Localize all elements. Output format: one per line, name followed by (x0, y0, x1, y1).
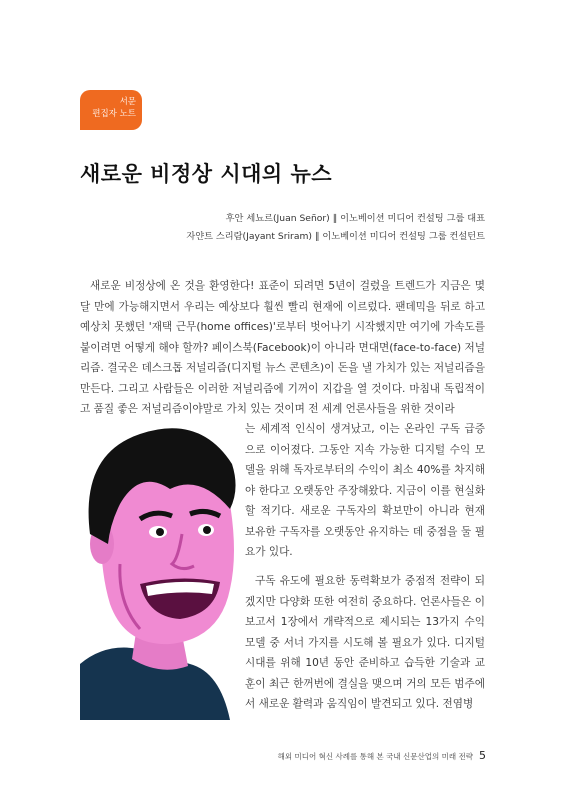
paragraph-subscription: 구독 유도에 필요한 동력확보가 중점적 전략이 되겠지만 다양화 또한 여전히 중요하다. 언론사들은 이 보고서 1장에서 개략적으로 제시되는 13가지 수익 모델 중 서너 가지를 시도해 볼 필요가 있다. 디지털 시대를 위해 10년 동안 준비하고 습득한 기술과 교훈이 최근 한꺼번에 결실을 맺으며 거의 모든 범주에서 새로운 활력과 움직임이 발견되고 있다. 전염병 (245, 575, 485, 710)
paragraph-intro: 새로운 비정상에 온 것을 환영한다! 표준이 되려면 5년이 걸렸을 트렌드가 지금은 몇 달 만에 가능해지면서 우리는 예상보다 훨씬 빨리 현재에 이르렀다. 팬데믹을 뒤로 하고 예상치 못했던 '재택 근무(home offices)'로부터 벗어나기 시작했지만 여기에 가속도를 붙이려면 어떻게 해야 할까? 페이스북(Facebook)이 아니라 면대면(face-to-face) 저널리즘. 결국은 데스크톱 저널리즘(디지털 뉴스 콘텐츠)이 돈을 낼 가치가 있는 저널리즘을 만든다. 그리고 사람들은 이러한 저널리즘에 기꺼이 지갑을 열 것이다. 마침내 독립적이고 품질 좋은 저널리즘이야말로 가치 있는 것이며 전 세계 언론사들을 위한 것이라 (80, 280, 485, 415)
author-line-1: 후안 세뇨르(Juan Señor) ∥ 이노베이션 미디어 컨설팅 그룹 대표 (225, 213, 485, 224)
footer-title: 해외 미디어 혁신 사례를 통해 본 국내 신문산업의 미래 전략 (277, 752, 473, 761)
author-block (186, 210, 485, 246)
page-number: 5 (479, 749, 486, 762)
author-line-2: 자얀트 스리람(Jayant Sriram) ∥ 이노베이션 미디어 컨설팅 그룹 컨설턴트 (186, 231, 485, 242)
badge-label-1: 서문 (119, 97, 136, 107)
page-footer (278, 749, 486, 762)
paragraph-continued: 는 세계적 인식이 생겨났고, 이는 온라인 구독 급증으로 이어졌다. 그동안 지속 가능한 디지털 수익 모델을 위해 독자로부터의 수익이 최소 40%를 차지해야 한다고 오랫동안 주장해왔다. 지금이 이를 현실화할 적기다. 새로운 구독자의 확보만이 아니라 현재 보유한 구독자를 오랫동안 유지하는 데 중점을 둘 필요가 있다. (245, 423, 485, 558)
caricature-illustration (80, 414, 240, 720)
page-title: 새로운 비정상 시대의 뉴스 (80, 162, 333, 186)
badge-label-2: 편집자 노트 (92, 109, 136, 119)
section-badge (80, 90, 142, 130)
